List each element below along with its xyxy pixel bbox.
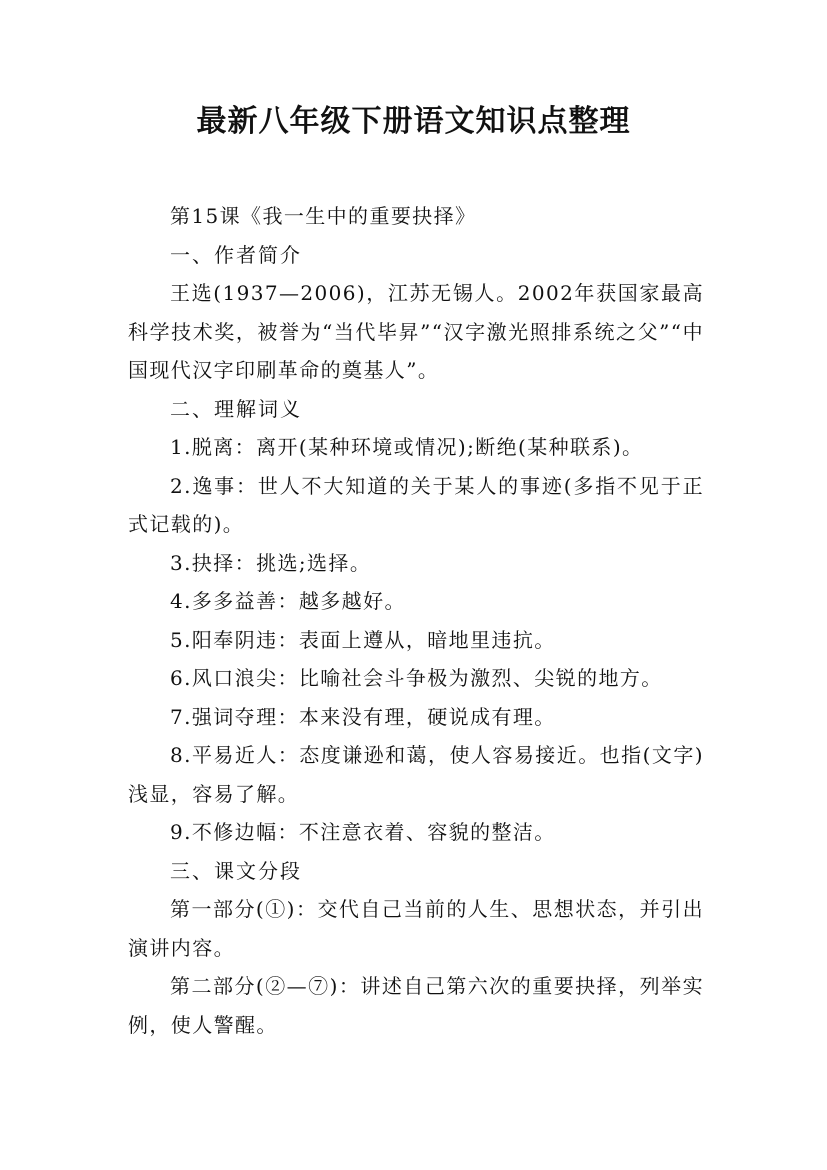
vocab-item-2: 2.逸事：世人不大知道的关于某人的事迹(多指不见于正式记载的)。 [128,473,704,536]
vocab-item-1: 1.脱离：离开(某种环境或情况);断绝(某种联系)。 [170,435,644,459]
vocab-item-3: 3.抉择：挑选;选择。 [170,550,372,575]
section-heading-author: 一、作者简介 [170,242,302,267]
vocab-item-6: 6.风口浪尖：比喻社会斗争极为激烈、尖锐的地方。 [170,666,663,690]
document-body [128,197,704,1044]
vocab-item-7: 7.强词夺理：本来没有理，硬说成有理。 [170,704,556,729]
lesson-title: 第15课《我一生中的重要抉择》 [170,204,477,228]
section-heading-vocabulary: 二、理解词义 [170,396,302,421]
structure-part-1: 第一部分(①)：交代自己当前的人生、思想状态，并引出演讲内容。 [128,897,704,960]
vocab-item-8: 8.平易近人：态度谦逊和蔼，使人容易接近。也指(文字)浅显，容易了解。 [128,743,704,806]
vocab-item-9: 9.不修边幅：不注意衣着、容貌的整洁。 [170,820,556,844]
structure-part-2: 第二部分(②—⑦)：讲述自己第六次的重要抉择，列举实例，使人警醒。 [128,974,704,1037]
document-title: 最新八年级下册语文知识点整理 [196,104,631,139]
section-heading-structure: 三、课文分段 [170,858,302,883]
vocab-item-5: 5.阳奉阴违：表面上遵从，暗地里违抗。 [170,627,556,652]
author-intro-paragraph: 王选(1937—2006)，江苏无锡人。2002年获国家最高科学技术奖，被誉为“当代毕昇”“汉字激光照排系统之父”“中国现代汉字印刷革命的奠基人”。 [128,281,704,382]
vocab-item-4: 4.多多益善：越多越好。 [170,589,406,613]
